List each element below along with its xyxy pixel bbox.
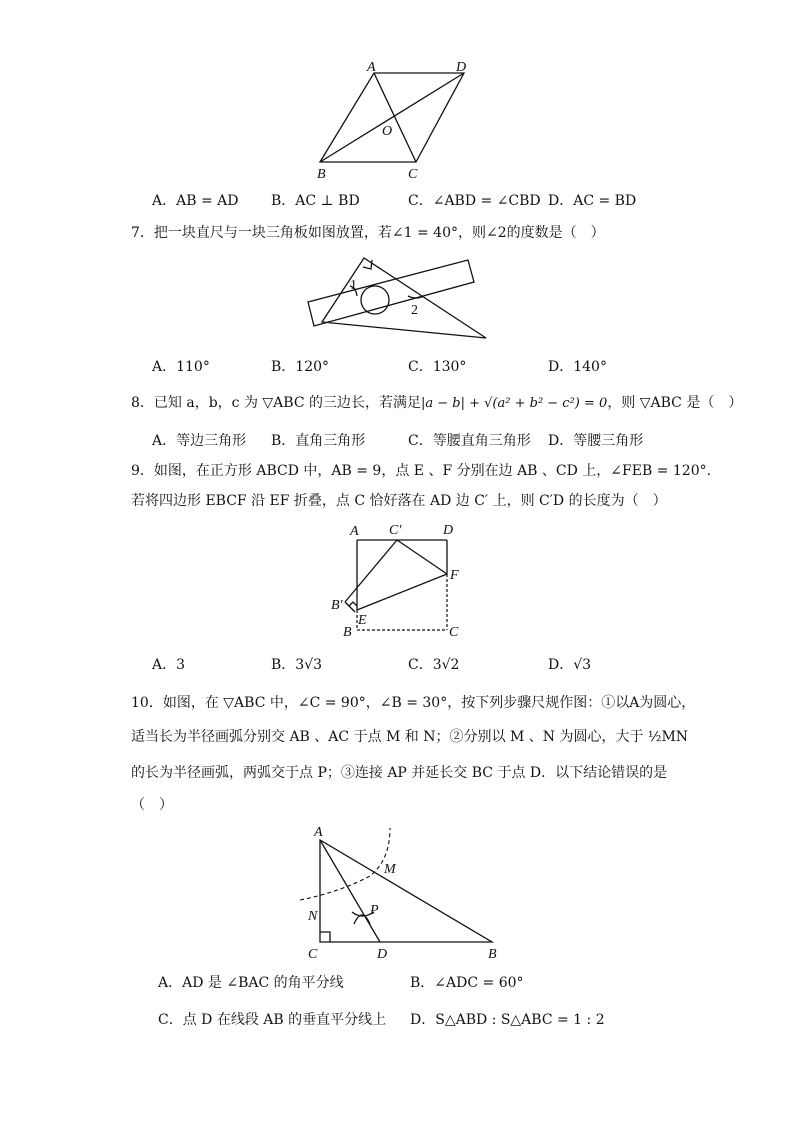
q6-option-d[interactable]: D．AC = BD (548, 193, 637, 209)
q7-label-2: 2 (411, 303, 418, 318)
q9-option-b[interactable]: B．3√3 (271, 657, 323, 673)
q10-stem-line2: 适当长为半径画弧分别交 AB 、AC 于点 M 和 N；②分别以 M 、N 为圆心，大于 ½MN (131, 729, 689, 745)
q10-option-c[interactable]: C．点 D 在线段 AB 的垂直平分线上 (158, 1012, 387, 1028)
q10-label-N: N (308, 909, 318, 924)
q9-label-Cprime: C′ (389, 523, 402, 538)
q10-option-d[interactable]: D．S△ABD : S△ABC = 1 : 2 (410, 1012, 605, 1028)
q9-label-C: C (449, 625, 459, 640)
q6-label-O: O (382, 124, 393, 139)
q10-label-D: D (377, 947, 388, 962)
q6-label-D: D (456, 60, 467, 75)
q9-option-a[interactable]: A．3 (152, 657, 186, 673)
q10-label-C: C (308, 947, 318, 962)
q10-label-M: M (384, 862, 396, 877)
q10-stem-line4: （ ） (131, 797, 173, 813)
q7-option-c[interactable]: C．130° (408, 359, 467, 375)
q9-label-Bprime: B′ (331, 598, 343, 613)
q7-option-a[interactable]: A．110° (152, 359, 210, 375)
q8-stem-part-c: ，则 ▽ABC 是（ ） (607, 395, 743, 411)
q8-option-a[interactable]: A．等边三角形 (152, 433, 247, 449)
q9-label-A: A (350, 524, 359, 539)
q9-label-B: B (343, 625, 352, 640)
q6-label-B: B (317, 167, 326, 182)
q6-option-b[interactable]: B．AC ⊥ BD (271, 193, 360, 209)
q9-label-D: D (443, 523, 454, 538)
q8-stem-formula: |a − b| + √(a² + b² − c²) = 0 (421, 396, 608, 411)
q6-label-C: C (408, 167, 418, 182)
q8-option-b[interactable]: B．直角三角形 (271, 433, 366, 449)
q10-stem-line3: 的长为半径画弧，两弧交于点 P；③连接 AP 并延长交 BC 于点 D．以下结论错误的是 (131, 765, 668, 781)
q9-stem-line1: 9．如图，在正方形 ABCD 中，AB = 9，点 E 、F 分别在边 AB 、CD 上，∠FEB = 120°. (131, 463, 712, 479)
q8-stem (131, 393, 742, 414)
q6-rhombus-figure (300, 58, 490, 183)
q9-label-E: E (358, 613, 367, 628)
q8-option-c[interactable]: C．等腰直角三角形 (408, 433, 531, 449)
q10-construction-figure (300, 820, 510, 965)
q9-stem-line2: 若将四边形 EBCF 沿 EF 折叠，点 C 恰好落在 AD 边 C′ 上，则 C′D 的长度为（ ） (131, 493, 667, 509)
q10-option-b[interactable]: B．∠ADC = 60° (410, 975, 524, 991)
q6-option-c[interactable]: C．∠ABD = ∠CBD (408, 193, 541, 209)
q6-label-A: A (367, 60, 376, 75)
q9-option-d[interactable]: D．√3 (548, 657, 592, 673)
q7-option-b[interactable]: B．120° (271, 359, 330, 375)
q10-label-A: A (314, 825, 323, 840)
q10-stem-line1: 10．如图，在 ▽ABC 中，∠C = 90°，∠B = 30°，按下列步骤尺规作图：①以A为圆心， (131, 695, 696, 711)
q7-ruler-triangle-figure (300, 252, 500, 347)
q6-option-a[interactable]: A．AB = AD (152, 193, 239, 209)
q8-stem-part-a: 8．已知 a，b，c 为 ▽ABC 的三边长，若满足 (131, 395, 421, 411)
q7-option-d[interactable]: D．140° (548, 359, 607, 375)
q10-option-a[interactable]: A．AD 是 ∠BAC 的角平分线 (158, 975, 344, 991)
q9-square-fold-figure (325, 518, 475, 643)
q9-option-c[interactable]: C．3√2 (408, 657, 460, 673)
q8-option-d[interactable]: D．等腰三角形 (548, 433, 644, 449)
q10-label-B: B (488, 947, 497, 962)
q9-label-F: F (450, 568, 459, 583)
q7-stem: 7．把一块直尺与一块三角板如图放置，若∠1 = 40°，则∠2的度数是（ ） (131, 225, 605, 241)
q7-label-1: 1 (350, 278, 357, 293)
q10-label-P: P (370, 903, 379, 918)
